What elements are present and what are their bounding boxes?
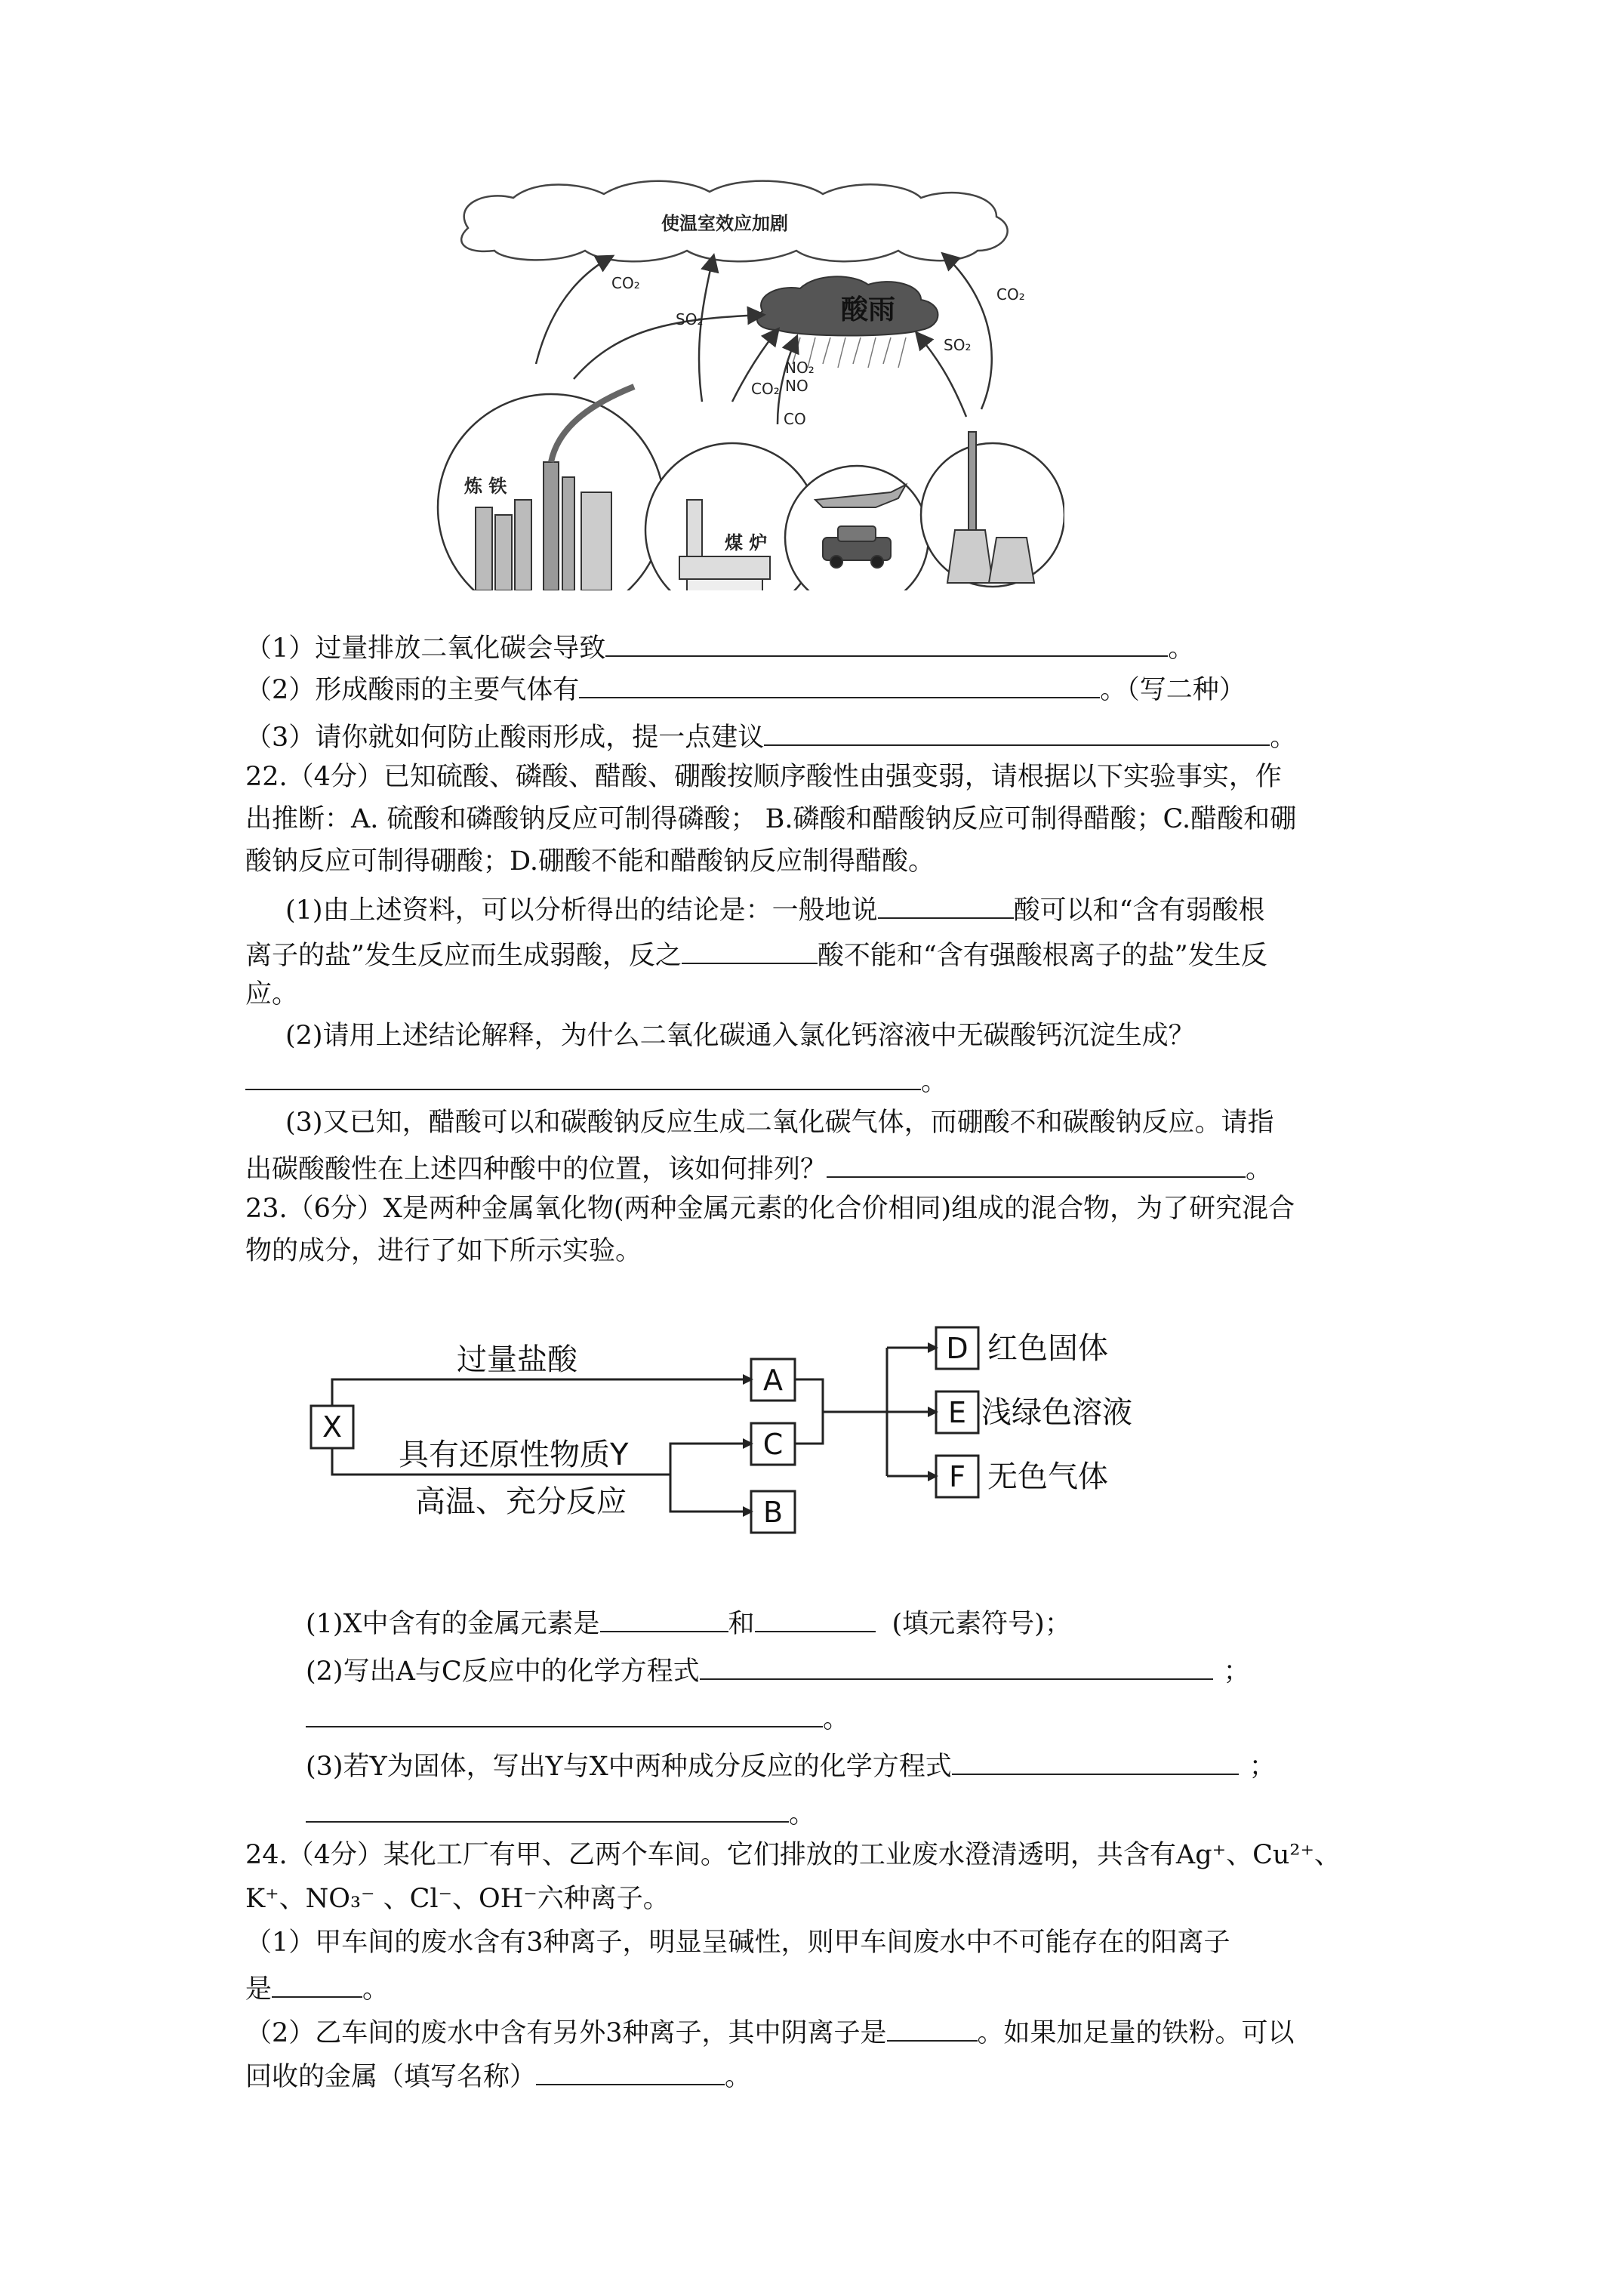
label-f: F: [949, 1460, 965, 1493]
q23-s2: (2)写出A与C反应中的化学方程式 ；: [306, 1657, 1250, 1687]
q24-p2-line-2: 回收的金属（填写名称） 。: [245, 2062, 752, 2092]
label-a: A: [763, 1364, 783, 1397]
q24-blank-anion[interactable]: [887, 2017, 978, 2042]
label-lower-reagent-2: 高温、充分反应: [415, 1484, 627, 1519]
arrow-x-to-a: [332, 1379, 746, 1406]
label-e: E: [947, 1396, 967, 1429]
greenhouse-label: 使温室效应加剧: [661, 213, 788, 234]
label-f-desc: 无色气体: [987, 1459, 1108, 1494]
q24-blank-cation[interactable]: [272, 1974, 362, 1998]
q22-s1-line-3: 应。: [245, 979, 299, 1009]
arrow-co2-plant: [944, 254, 992, 409]
q24-blank-metal[interactable]: [536, 2061, 725, 2085]
label-b: B: [762, 1496, 784, 1529]
q24-p2-line-1: （2）乙车间的废水中含有另外3种离子，其中阴离子是 。如果加足量的铁粉。可以: [245, 2018, 1295, 2048]
label-so2-2: SO₂: [944, 336, 972, 354]
acid-rain-figure: [423, 175, 1064, 590]
q22-s3-line-1: (3)又已知，醋酸可以和碳酸钠反应生成二氧化碳气体，而硼酸不和碳酸钠反应。请指: [285, 1108, 1274, 1138]
label-d: D: [946, 1332, 969, 1365]
q24-line-2: K⁺、NO₃⁻ 、Cl⁻、OH⁻六种离子。: [245, 1884, 670, 1914]
q21-blank-2[interactable]: [579, 674, 1100, 698]
merge-a-c: [795, 1379, 823, 1444]
q22-line-1: 22.（4分）已知硫酸、磷酸、醋酸、硼酸按顺序酸性由强变弱，请根据以下实验事实，作: [245, 762, 1282, 792]
q24-p1-line-2: 是 。: [245, 1974, 390, 2005]
q22-s3-line-2: 出碳酸酸性在上述四种酸中的位置，该如何排列？ 。: [245, 1154, 1273, 1185]
label-e-desc: 浅绿色溶液: [981, 1395, 1132, 1430]
q22-line-3: 酸钠反应可制得硼酸；D.硼酸不能和醋酸钠反应制得醋酸。: [245, 846, 935, 877]
q23-blank-eq-1[interactable]: [700, 1656, 1213, 1680]
label-upper-reagent: 过量盐酸: [457, 1342, 577, 1377]
q23-flow-diagram: [302, 1314, 1208, 1563]
q23-blank-eq-4[interactable]: [306, 1798, 789, 1823]
arrow-so2-iron: [574, 315, 762, 379]
arrow-co2-iron: [536, 257, 611, 364]
q21-part1: （1）过量排放二氧化碳会导致 。: [245, 633, 1195, 664]
arrow-to-c: [670, 1444, 746, 1475]
ironworks-label: 炼 铁: [464, 476, 507, 497]
q22-blank-3[interactable]: [827, 1154, 1246, 1178]
q22-blank-strong[interactable]: [878, 895, 1014, 919]
label-so2-1: SO₂: [676, 310, 704, 328]
acid-rain-label: 酸雨: [840, 294, 896, 325]
q21-part2: （2）形成酸雨的主要气体有 。（写二种）: [245, 675, 1246, 705]
q22-blank-weak[interactable]: [682, 940, 818, 964]
q23-s1: (1)X中含有的金属元素是 和 (填元素符号)；: [306, 1609, 1071, 1639]
stove-label: 煤 炉: [725, 532, 768, 553]
q23-blank-metal-1[interactable]: [600, 1608, 728, 1632]
q22-line-2: 出推断：A. 硫酸和磷酸钠反应可制得磷酸； B.磷酸和醋酸钠反应可制得醋酸；C.醋酸和硼: [245, 804, 1297, 834]
q23-blank-eq-2[interactable]: [306, 1703, 823, 1727]
label-lower-reagent-1: 具有还原性物质Y: [399, 1438, 629, 1472]
q24-p1-line-1: （1）甲车间的废水含有3种离子，明显呈碱性，则甲车间废水中不可能存在的阳离子: [245, 1928, 1230, 1958]
label-d-desc: 红色固体: [987, 1331, 1108, 1366]
label-co: CO: [784, 410, 806, 428]
q22-s1-line-1: (1)由上述资料，可以分析得出的结论是：一般地说 酸可以和“含有弱酸根: [285, 895, 1265, 926]
arrow-co2-stove: [699, 257, 713, 402]
label-co2-2: CO₂: [751, 380, 780, 398]
q21-blank-3[interactable]: [764, 722, 1270, 746]
q23-s3: (3)若Y为固体，写出Y与X中两种成分反应的化学方程式 ；: [306, 1752, 1276, 1782]
q21-part3: （3）请你就如何防止酸雨形成，提一点建议 。: [245, 723, 1297, 753]
label-x: X: [322, 1410, 343, 1444]
q21-blank-1[interactable]: [605, 633, 1168, 657]
q22-blank-2[interactable]: [245, 1066, 921, 1090]
q23-blank-metal-2[interactable]: [755, 1608, 876, 1632]
q22-s1-line-2: 离子的盐”发生反应而生成弱酸，反之 酸不能和“含有强酸根离子的盐”发生反: [245, 941, 1267, 971]
label-co2-3: CO₂: [996, 285, 1025, 304]
q24-line-1: 24.（4分）某化工厂有甲、乙两个车间。它们排放的工业废水澄清透明，共含有Ag⁺、Cu²⁺、: [245, 1840, 1341, 1870]
q23-s3-cont: 。: [306, 1798, 815, 1828]
q22-s2-question: (2)请用上述结论解释，为什么二氧化碳通入氯化钙溶液中无碳酸钙沉淀生成？: [285, 1021, 1195, 1051]
label-no: NO: [785, 377, 808, 395]
arrow-to-b: [670, 1475, 746, 1512]
label-co2-1: CO₂: [611, 274, 640, 292]
q23-blank-eq-3[interactable]: [952, 1751, 1239, 1775]
q23-s2-cont: 。: [306, 1703, 849, 1733]
q22-s2-answer: 。: [245, 1066, 947, 1096]
q23-line-2: 物的成分，进行了如下所示实验。: [245, 1236, 642, 1266]
label-no2: NO₂: [785, 359, 815, 377]
label-c: C: [762, 1428, 784, 1461]
q23-line-1: 23.（6分）X是两种金属氧化物(两种金属元素的化合价相同)组成的混合物，为了研究混合: [245, 1194, 1295, 1224]
